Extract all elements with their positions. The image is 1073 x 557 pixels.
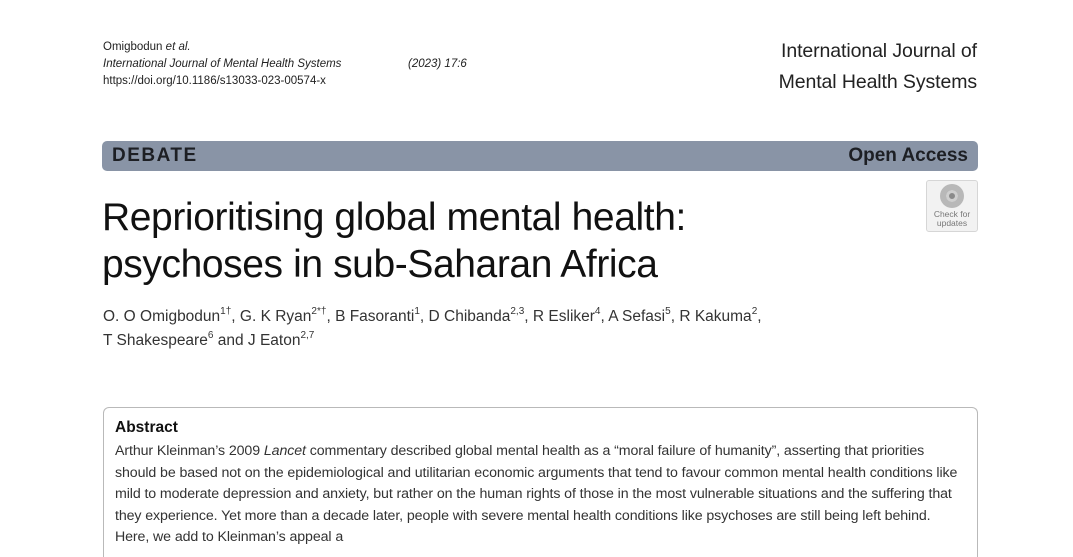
citation-etal: et al. [165, 41, 191, 53]
citation-doi-link[interactable]: https://doi.org/10.1186/s13033-023-00574-x [103, 75, 326, 87]
article-type-bar [102, 141, 978, 171]
citation-author-name: Omigbodun [103, 41, 163, 53]
citation-journal-name: International Journal of Mental Health Systems [103, 58, 342, 70]
abstract-italic-journal: Lancet [263, 443, 306, 459]
author-name: O. O Omigbodun [103, 308, 221, 325]
crossmark-icon [940, 184, 964, 208]
citation-authors [103, 39, 467, 56]
author-item[interactable] [532, 305, 601, 325]
article-title [102, 194, 902, 288]
article-title-line-2: psychoses in sub-Saharan Africa [102, 243, 658, 286]
check-for-updates-line-2: updates [936, 218, 968, 228]
article-title-line-1: Reprioritising global mental health: [102, 196, 686, 239]
journal-brand [779, 36, 977, 98]
author-name: G. K Ryan [239, 308, 312, 325]
author-name: B Fasoranti [335, 308, 415, 325]
author-separator: , [326, 308, 336, 325]
check-for-updates-line-1: Check for [933, 209, 971, 219]
journal-brand-line-1: International Journal of [781, 40, 977, 62]
author-separator: and [213, 332, 248, 349]
author-item[interactable] [428, 305, 525, 325]
citation-journal [103, 56, 467, 73]
abstract-text-part: Arthur Kleinman’s 2009 [115, 443, 264, 459]
author-item[interactable] [608, 305, 671, 325]
author-item[interactable] [239, 305, 327, 325]
author-affiliation: 1† [220, 305, 232, 317]
author-separator: , [231, 308, 240, 325]
check-for-updates-button[interactable] [926, 180, 978, 232]
author-name: T Shakespeare [103, 332, 208, 349]
open-access-label: Open Access [848, 145, 968, 166]
author-name: J Eaton [247, 332, 301, 349]
author-affiliation: 2*† [311, 305, 327, 317]
author-name: R Esliker [532, 308, 595, 325]
abstract-heading: Abstract [115, 419, 178, 436]
author-separator: , [757, 308, 762, 325]
author-name: A Sefasi [608, 308, 666, 325]
author-separator: , [670, 308, 680, 325]
author-affiliation: 2 [751, 305, 758, 317]
author-separator: , [419, 308, 429, 325]
abstract-box [103, 407, 978, 557]
author-name: R Kakuma [679, 308, 752, 325]
author-item[interactable] [103, 329, 214, 349]
author-affiliation: 2,7 [300, 329, 315, 341]
author-list [103, 305, 863, 353]
journal-brand-line-2: Mental Health Systems [778, 71, 977, 93]
author-affiliation: 6 [207, 329, 214, 341]
author-separator: , [600, 308, 609, 325]
author-affiliation: 2,3 [510, 305, 525, 317]
check-for-updates-label [934, 210, 970, 228]
author-item[interactable] [103, 305, 232, 325]
article-type-label: DEBATE [112, 145, 198, 166]
author-affiliation: 1 [414, 305, 420, 317]
author-affiliation: 4 [594, 305, 601, 317]
citation-block [103, 39, 467, 90]
author-name: D Chibanda [428, 308, 511, 325]
abstract-text [115, 441, 965, 549]
author-item[interactable] [679, 305, 758, 325]
author-item[interactable] [247, 329, 315, 349]
abstract-text-part: commentary described global mental health as a “moral failure of humanity”, asserting that priorities should be based not on the epidemiological and utilitarian economic arguments that tend to favour common mental health conditions like mild to moderate depression and anxiety, but rather on the human rights of those in the most vulnerable situations and the suffering that they experience. Yet more than a decade later, people with severe mental health conditions like psychoses are still being left behind. Here, we add to Kleinman’s appeal a [115, 443, 958, 545]
citation-volume: (2023) 17:6 [408, 58, 467, 70]
author-item[interactable] [335, 305, 420, 325]
author-separator: , [524, 308, 533, 325]
author-affiliation: 5 [665, 305, 671, 317]
